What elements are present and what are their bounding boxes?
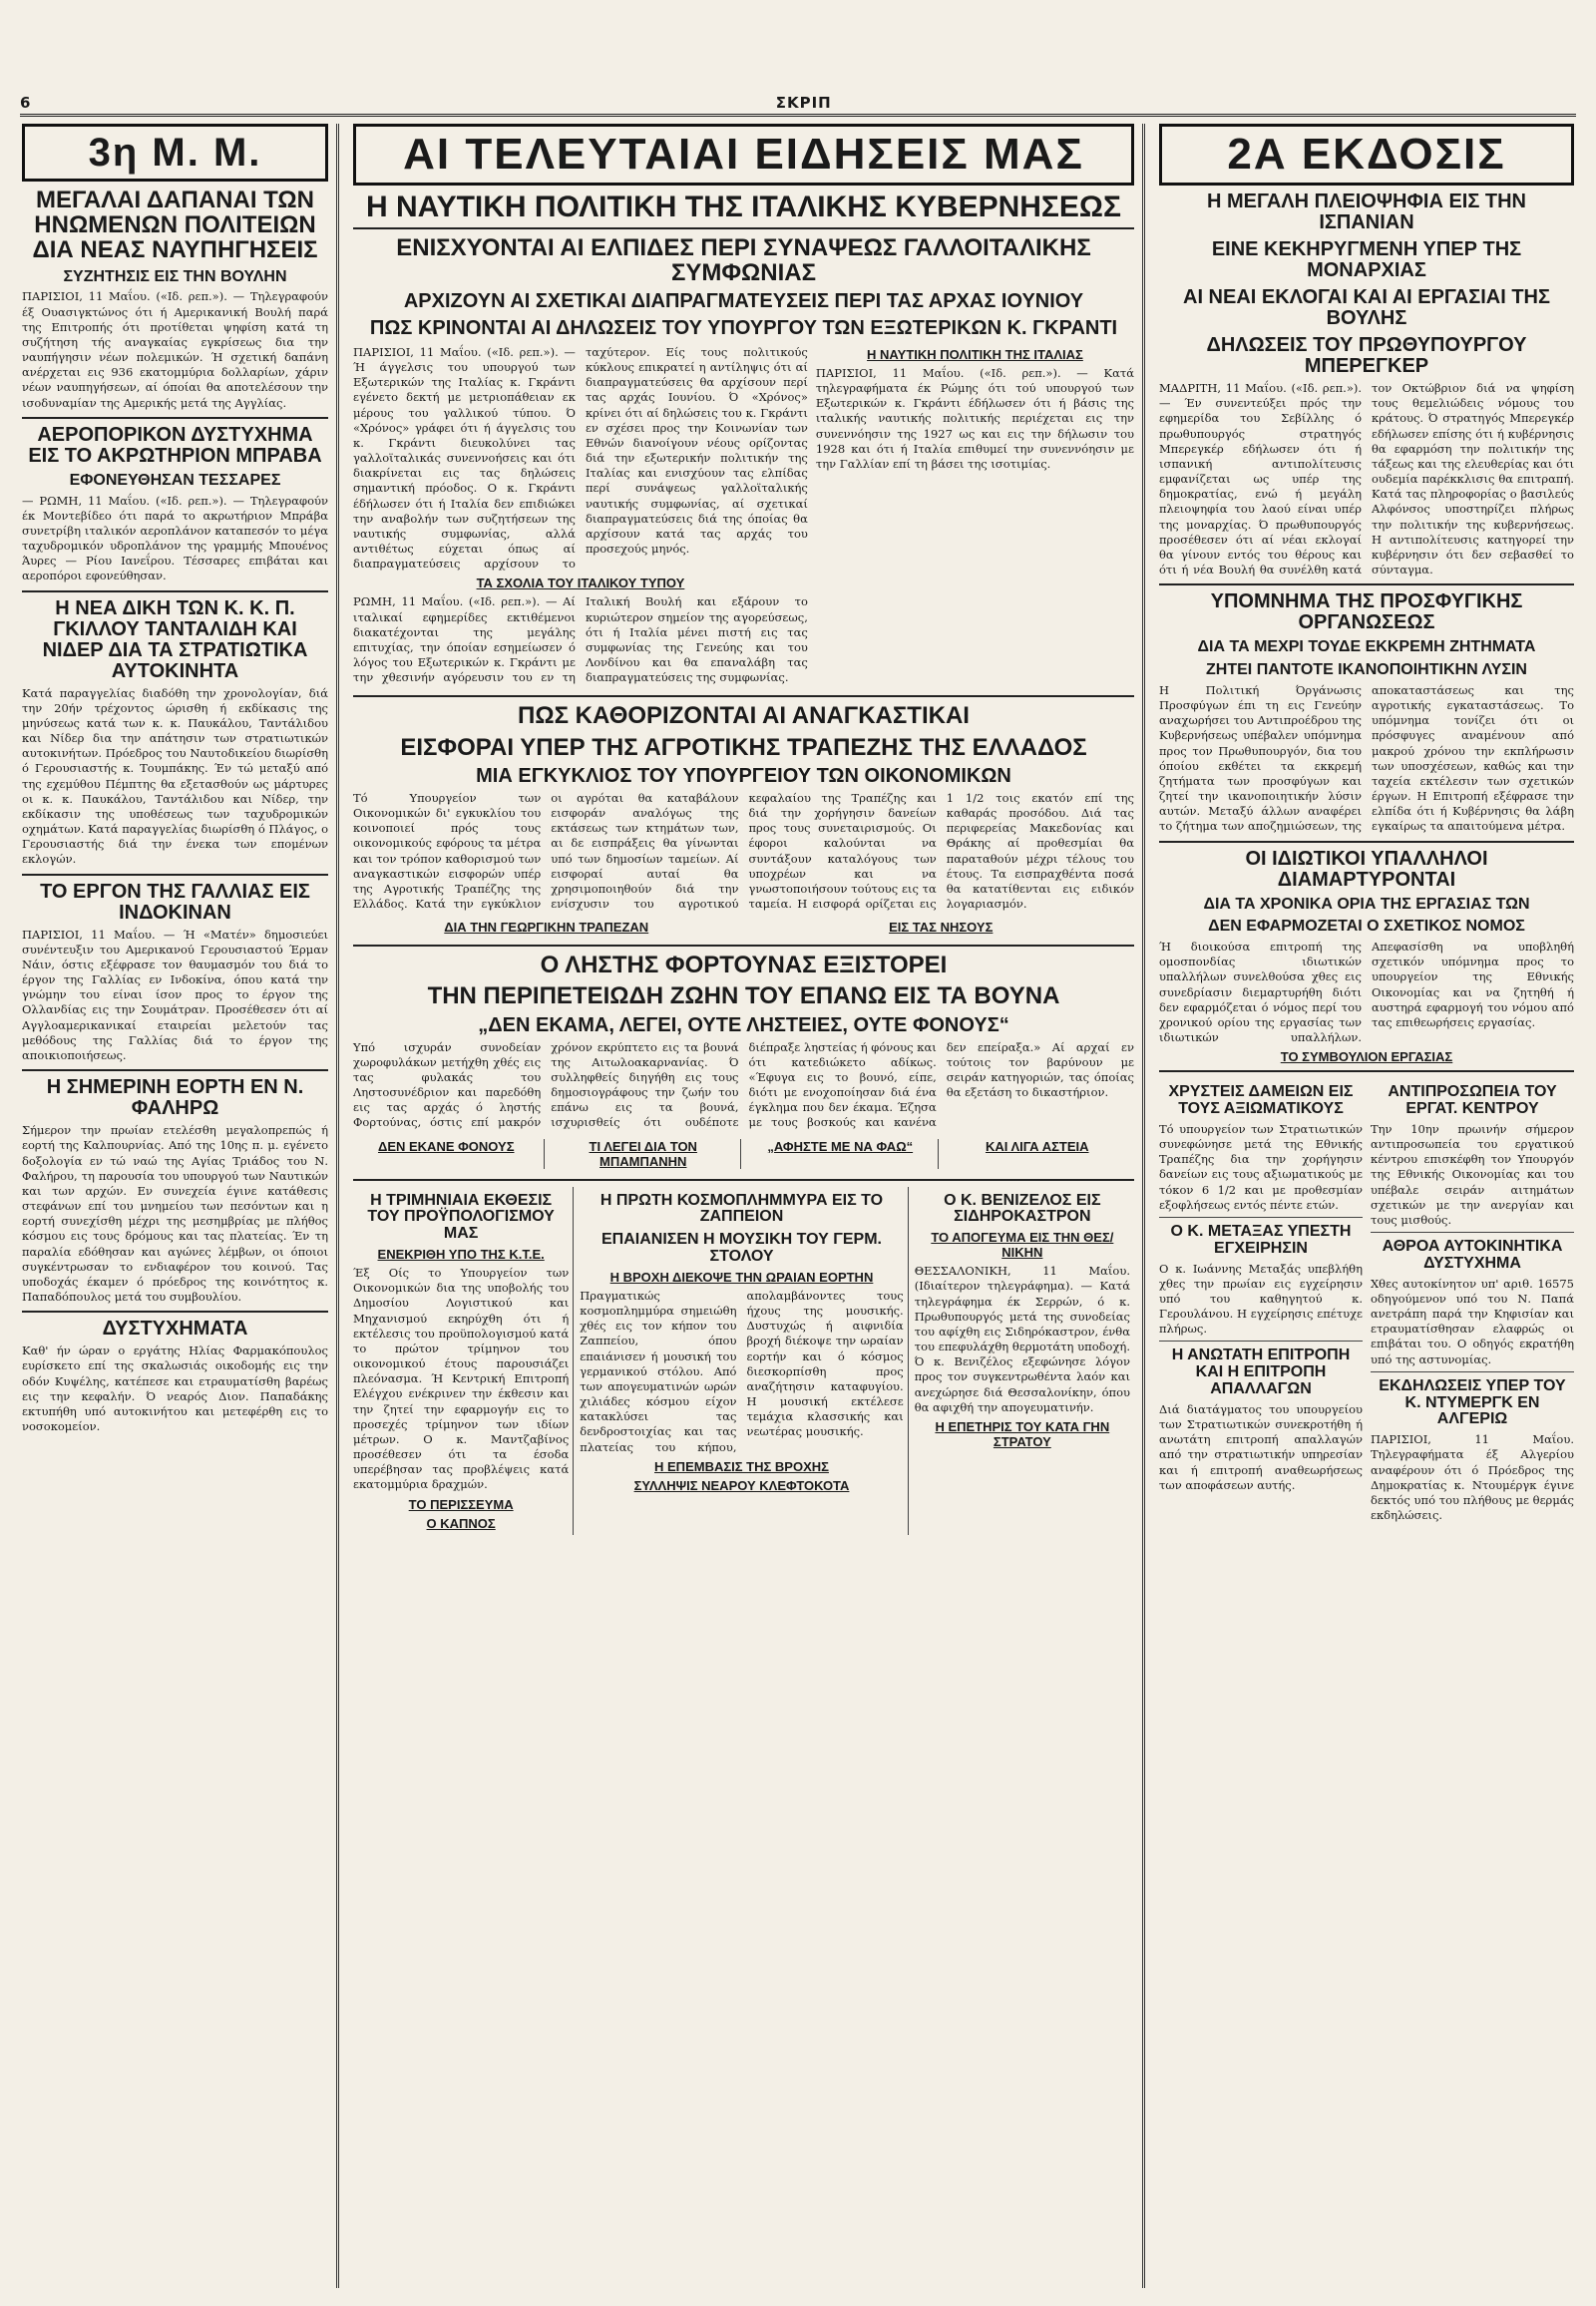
lead-story-area bbox=[353, 343, 1134, 690]
subhead-about-babanis: ΤΙ ΛΕΓΕΙ ΔΙΑ ΤΟΝ ΜΠΑΜΠΑΝΗΝ bbox=[551, 1139, 742, 1169]
headline-officer-loans: ΧΡΥΣΤΕΙΣ ΔΑΜΕΙΩΝ ΕΙΣ ΤΟΥΣ ΑΞΙΩΜΑΤΙΚΟΥΣ bbox=[1168, 1083, 1354, 1118]
subhead-italian-press: ΤΑ ΣΧΟΛΙΑ ΤΟΥ ΙΤΑΛΙΚΟΥ ΤΥΠΟΥ bbox=[476, 576, 685, 591]
subhead-arrest-thief: ΣΥΛΛΗΨΙΣ ΝΕΑΡΟΥ ΚΛΕΦΤΟΚΟΤΑ bbox=[633, 1477, 850, 1493]
deck-new-elections: ΑΙ ΝΕΑΙ ΕΚΛΟΓΑΙ ΚΑΙ ΑΙ ΕΡΓΑΣΙΑΙ ΤΗΣ ΒΟΥΛΗΣ bbox=[1183, 286, 1550, 329]
right-small-right bbox=[1371, 1078, 1574, 1527]
subhead-tobacco: Ο ΚΑΠΝΟΣ bbox=[426, 1515, 496, 1531]
deck-berenguer: ΔΗΛΩΣΕΙΣ ΤΟΥ ΠΡΩΘΥΠΟΥΡΓΟΥ ΜΠΕΡΕΓΚΕΡ bbox=[1206, 334, 1527, 377]
subhead-bandit-life: ΤΗΝ ΠΕΡΙΠΕΤΕΙΩΔΗ ΖΩΗΝ ΤΟΥ ΕΠΑΝΩ ΕΙΣ ΤΑ ΒΟΥΝΑ bbox=[427, 982, 1060, 1010]
latest-news-banner: ΑΙ ΤΕΛΕΥΤΑΙΑΙ ΕΙΔΗΣΕΙΣ ΜΑΣ bbox=[353, 124, 1134, 186]
masthead bbox=[20, 92, 1576, 117]
subhead-let-me-eat: „ΑΦΗΣΤΕ ΜΕ ΝΑ ΦΑΩ“ bbox=[747, 1139, 939, 1169]
headline-accidents: ΔΥΣΤΥΧΗΜΑΤΑ bbox=[102, 1318, 248, 1341]
headline-us-naval-spending: ΜΕΓΑΛΑΙ ΔΑΠΑΝΑΙ ΤΩΝ ΗΝΩΜΕΝΩΝ ΠΟΛΙΤΕΙΩΝ ΔΙΑ ΝΕΑΣ ΝΑΥΠΗΓΗΣΕΙΣ bbox=[32, 187, 318, 264]
page-number: 6 bbox=[20, 94, 32, 112]
divider bbox=[22, 1069, 328, 1071]
divider bbox=[1159, 583, 1574, 585]
headline-italian-naval-policy: Η ΝΑΥΤΙΚΗ ΠΟΛΙΤΙΚΗ ΤΗΣ ΙΤΑΛΙΚΗΣ ΚΥΒΕΡΝΗΣΕΩΣ bbox=[353, 192, 1134, 229]
divider bbox=[1371, 1232, 1574, 1233]
divider bbox=[22, 590, 328, 592]
article-refugee-memo: Η Πολιτική Όργάνωσις Προσφύγων έπι τη εις Γενεύην αναχωρήσει του Αντιπροέδρου της Κυβερνήσεως υπέβαλεν υπόμνημα προς τον Πρωθυπουργόν, δια του όποίου εκθέτει τα εκκρεμή ζητήματα των προσφύγων και ζητεί την ικανοποιητικήν λύσιν αυτών. Μεταξύ άλλων αναφέρει το ζήτημα των αποζημιώσεων, της αποκαταστάσεως και της αγροτικής εγκαταστάσεως. Το υπόμνημα τονίζει ότι οι πρόσφυγες αναμένουν από μακρού χρόνου την εκπλήρωσιν των υποσχέσεων, καθώς και την ταχεία εκτέλεσιν των σχετικών έργων. Η Επιτροπή εξέφρασε την ελπίδα ότι ή Κυβέρνησις θα λάβη εγκαίρως τα απαιτούμενα μέτρα. bbox=[1159, 682, 1574, 834]
column-right bbox=[1151, 124, 1574, 2288]
subhead-work-hours: ΔΙΑ ΤΑ ΧΡΟΝΙΚΑ ΟΡΙΑ ΤΗΣ ΕΡΓΑΣΙΑΣ ΤΩΝ bbox=[1203, 895, 1530, 913]
story-budget bbox=[353, 1187, 574, 1535]
article-new-trial: Κατά παραγγελίας διαδόθη την χρονολογίαν, διά την 20ήν τρέχοντος ώρισθη ή εκδίκασις της μηνύσεως κατά των κ. κ. Παυκάλου, Ταντάλιδου και Νίδερ δια την απάτησιν των στρατιωτικών αυτοκινήτων. Πρόεδρος του Ναυτοδικείου διωρίσθη ό Γερουσιαστής κ. Τουμπάκης. Έν τώ μεταξύ από της εχεμύθου Πέμπτης θα εξετασθούν ως μάρτυρες οι κ. κ. Παυκάλου, Ταντάλιδου και Νίδερ, την εκδίκασιν της υποθέσεως των ταχυδρομικών οχημάτων. Κατά παραγγελίας διωρίσθη ό Πλάγος, ο Γερουσιαστής διά την ένεκα των επομένων εκλογών. bbox=[22, 685, 328, 867]
article-us-naval-spending: ΠΑΡΙΣΙΟΙ, 11 Μαΐου. («Ιδ. ρεπ.»). — Τηλεγραφούν έξ Ουασιγκτώνος ότι ή Αμερικανική Βουλή παρά της Επιτροπής ότι προτίθεται ψηφίση κατά τη συζήτηση τής αναγκαίας εγκρίσεως δια την ναυπήγησιν νέων πολεμικών. Ή σχετική δαπάνη ανέρχεται εις 936 εκατομμύρια δολλαρίων, χάριν νέων ναυπηγήσεων, αί όποίαι θα αποτελέσουν την ισοδυναμίαν της Αμερικής μετά της Αγγλίας. bbox=[22, 289, 328, 410]
deck-bandit-quote: „ΔΕΝ ΕΚΑΜΑ, ΛΕΓΕΙ, ΟΥΤΕ ΛΗΣΤΕΙΕΣ, ΟΥΤΕ ΦΟΝΟΥΣ“ bbox=[478, 1013, 1009, 1036]
divider bbox=[22, 417, 328, 419]
headline-spain-majority: Η ΜΕΓΑΛΗ ΠΛΕΙΟΨΗΦΙΑ ΕΙΣ ΤΗΝ ΙΣΠΑΝΙΑΝ bbox=[1206, 191, 1527, 233]
deck-law-not-applied: ΔΕΝ ΕΦΑΡΜΟΖΕΤΑΙ Ο ΣΧΕΤΙΚΟΣ ΝΟΜΟΣ bbox=[1208, 918, 1525, 936]
article-accidents: Καθ' ήν ώραν ο εργάτης Ηλίας Φαρμακόπουλος ευρίσκετο επί της σκαλωσιάς οικοδομής εις την οδόν Κυψέλης, κατέπεσε και ετραυματίσθη βαρέως εις την κεφαλήν. Ό νεαρός Διον. Παπαδάκης εκτυπήθη υπό αυτοκινήτου και μετεφέρθη εις το νοσοκομείον. bbox=[22, 1344, 328, 1434]
column-left bbox=[22, 124, 339, 2288]
headline-france-indochina: ΤΟ ΕΡΓΟΝ ΤΗΣ ΓΑΛΛΙΑΣ ΕΙΣ ΙΝΔΟΚΙΝΑΝ bbox=[40, 880, 310, 924]
headline-labour-delegation: ΑΝΤΙΠΡΟΣΩΠΕΙΑ ΤΟΥ ΕΡΓΑΤ. ΚΕΝΤΡΟΥ bbox=[1388, 1083, 1557, 1118]
article-italy-naval: ΠΑΡΙΣΙΟΙ, 11 Μαΐου. («Ιδ. ρεπ.»). — Κατά τηλεγραφήματα έκ Ρώμης ότι τού υπουργού των Εξωτερικών κ. Γκράντι έδήλωσεν ότι ή βάσις της ιταλικής ναυτικής πολιτικής περιέχεται εις την συνεννόησιν της 1927 ως και εις την δήλωσιν του 1928 και ότι ή Ιταλία επιθυμεί την συνεννόησιν με την Γαλλίαν επί τη βάσει της ισοτιμίας. bbox=[815, 365, 1134, 471]
headline-car-accident: ΑΘΡΟΑ ΑΥΤΟΚΙΝΗΤΙΚΑ ΔΥΣΤΥΧΗΜΑ bbox=[1382, 1238, 1563, 1272]
headline-private-employees: ΟΙ ΙΔΙΩΤΙΚΟΙ ΥΠΑΛΛΗΛΟΙ ΔΙΑΜΑΡΤΥΡΟΝΤΑΙ bbox=[1245, 847, 1488, 891]
divider bbox=[1371, 1371, 1574, 1372]
headline-metaxas-surgery: Ο Κ. ΜΕΤΑΞΑΣ ΥΠΕΣΤΗ ΕΓΧΕΙΡΗΣΙΝ bbox=[1170, 1222, 1352, 1257]
lead-story-left bbox=[353, 343, 808, 690]
subhead-pending-issues: ΔΙΑ ΤΑ ΜΕΧΡΙ ΤΟΥΔΕ ΕΚΚΡΕΜΗ ΖΗΤΗΜΑΤΑ bbox=[1197, 638, 1536, 656]
headline-zappeion: Η ΠΡΩΤΗ ΚΟΣΜΟΠΛΗΜΜΥΡΑ ΕΙΣ ΤΟ ΖΑΠΠΕΙΟΝ bbox=[599, 1191, 884, 1226]
bandit-subsections bbox=[353, 1135, 1134, 1173]
subhead-surplus: ΤΟ ΠΕΡΙΣΣΕΥΜΑ bbox=[408, 1496, 514, 1512]
divider bbox=[353, 695, 1134, 697]
subhead-agri-bank-note: ΔΙΑ ΤΗΝ ΓΕΩΡΓΙΚΗΝ ΤΡΑΠΕΖΑΝ bbox=[444, 920, 649, 936]
headline-venizelos: Ο Κ. ΒΕΝΙΖΕΛΟΣ ΕΙΣ ΣΙΔΗΡΟΚΑΣΤΡΟΝ bbox=[944, 1191, 1101, 1226]
lead-story-right bbox=[816, 343, 1134, 690]
article-metaxas-surgery: Ο κ. Ιωάννης Μεταξάς υπεβλήθη χθες την πρωίαν εις εγχείρησιν υπό του καθηγητού κ. Γερουλάνου. Η εγχείρησις επέτυχε πλήρως. bbox=[1159, 1261, 1363, 1337]
article-faliro-feast: Σήμερον την πρωίαν ετελέσθη μεγαλοπρεπώς ή εορτή της Καλπουρνίας. Από της 10ης π. μ. εγένετο δοξολογία εν τώ ναώ της Αγίας Τριάδος του Ν. Φαλήρου, τη παρουσία του υπουργού των Ναυτικών και των αρχών. Εν συνεχεία έγινε κατάθεσις στεφάνων επί του μνημείου των πεσόντων και η εορτή συνεχίσθη μέχρι της μεσημβρίας με πλήθος κόσμου εις τους δρόμους και τας πλατείας. Έν τη παραλία εδόθησαν και αγώνες λέμβων, οι όποιοι συγκέντρωσαν το ενδιαφέρον του κοινού. Τας υποδοχάς έκαμεν ό πρόεδρος της κοινότητος κ. Παπαδόπουλος μετά του συμβουλίου. bbox=[22, 1123, 328, 1305]
headline-refugee-memo: ΥΠΟΜΝΗΜΑ ΤΗΣ ΠΡΟΣΦΥΓΙΚΗΣ ΟΡΓΑΝΩΣΕΩΣ bbox=[1210, 590, 1523, 634]
subhead-budget-approved: ΕΝΕΚΡΙΘΗ ΥΠΟ ΤΗΣ Κ.Τ.Ε. bbox=[377, 1247, 545, 1263]
subhead-army-anniversary: Η ΕΠΕΤΗΡΙΣ ΤΟΥ ΚΑΤΑ ΓΗΝ ΣΤΡΑΤΟΥ bbox=[935, 1418, 1110, 1449]
deck-satisfactory-solution: ΖΗΤΕΙ ΠΑΝΤΟΤΕ ΙΚΑΝΟΠΟΙΗΤΙΚΗΝ ΛΥΣΙΝ bbox=[1206, 661, 1527, 679]
second-edition-banner: 2Α ΕΚΔΟΣΙΣ bbox=[1159, 124, 1574, 186]
masthead-title: ΣΚΡΙΠ bbox=[775, 94, 832, 112]
article-air-accident: — ΡΩΜΗ, 11 Μαΐου. («Ιδ. ρεπ.»). — Τηλεγραφούν έκ Μοντεβίδεο ότι παρά το ακρωτήριον Μπράβα συνετρίβη ιταλικόν αεροπλάνον καταπεσόν το μέγα ταχυδρομικόν υδροπλάνον της γραμμής Μπουένος Άυρες — Ρίου Ιανεΐρου. Τέσσαρες επιβάται και αεροπόροι εφονεύθησαν. bbox=[22, 493, 328, 583]
article-france-indochina: ΠΑΡΙΣΙΟΙ, 11 Μαΐου. — Ή «Ματέν» δημοσιεύει συνέντευξιν του Αμερικανού Γερουσιαστού Έρμαν Νάιν, όστις εξέφρασε τον θαυμασμόν του διά το έργον της Γαλλίας εν Ινδοκίνα, όπου κατά την γνώμην του είναι ίσον προς το έργον της Ολλανδίας εις την Σουμάτραν. Προσέθεσεν ότι αί Αγγλοαμερικανικαί εταιρείαι μελετούν τας μεθόδους της Γαλλίας διά το έργον της αποικιοποιήσεως. bbox=[22, 927, 328, 1062]
right-small-stories bbox=[1159, 1078, 1574, 1527]
deck-negotiations-june: ΑΡΧΙΖΟΥΝ ΑΙ ΣΧΕΤΙΚΑΙ ΔΙΑΠΡΑΓΜΑΤΕΥΣΕΙΣ ΠΕΡΙ ΤΑΣ ΑΡΧΑΣ ΙΟΥΝΙΟΥ bbox=[403, 289, 1084, 312]
story-venizelos bbox=[915, 1187, 1134, 1535]
article-zappeion: Πραγματικώς κοσμοπλημμύρα σημειώθη χθές εις τον κήπον του Ζαππείου, όπου επαιάνισεν ή μουσική του γερμανικού στόλου. Από των απογευματινών ωρών χιλιάδες κόσμου είχον κατακλύσει τας δενδροστοιχίας και τας πλατείας του κήπου, απολαμβάνοντες τους ήχους της μουσικής. Δυστυχώς ή αιφνιδία βροχή διέκοψε την ωραίαν εορτήν και ό κόσμος διεσκορπίσθη προς αναζήτησιν καταφυγίου. Η μουσική εκτέλεσε τεμάχια κλασσικής και νεωτέρας μουσικής. bbox=[580, 1288, 904, 1454]
article-budget: Έξ Οίς το Υπουργείον των Οικονομικών δια της υποβολής του Δημοσίου Λογιστικού και Μηχανισμού εκηρύχθη ότι ή εκτέλεσις του προϋπολογισμού κατά το πρώτον τρίμηνον του οικονομικού έτους παρουσιάζει πλεόνασμα. Ή Κεντρική Επιτροπή Ελέγχου ενέκρινεν την έκθεσιν και την ζητεί την εφαρμογήν εις το προσεχές τρίμηνον των ιδίων μέτρων. Ο κ. Μαντζαβίνος προσέθεσεν ότι τα έσοδα υπερέβησαν τας προβλέψεις κατά εκατομμύρια δραχμών. bbox=[353, 1266, 570, 1492]
article-spain: ΜΑΔΡΙΤΗ, 11 Μαΐου. («Ιδ. ρεπ.»). — Έν συνεντεύξει πρός την εφημερίδα του Σεβίλλης ό πρωθυπουργός στρατηγός Μπερεγκέρ εδήλωσεν ότι ή ισπανική αντιπολίτευσις εμφανίζεται ως υπέρ της δημοκρατίας, ενώ ή μεγάλη πλειοψηφία του λαού είναι υπέρ της μοναρχίας. Ό πρωθυπουργός προσέθεσεν ότι αί νέαι εκλογαί θα γίνουν εντός του θέρους και ότι ή νέα Βουλή θα συνέλθη κατά τον Οκτώβριον διά να ψηφίση τους θεμελιώδεις νόμους του κράτους. Ό στρατηγός Μπερεγκέρ εδήλωσεν επίσης ότι ή κυβέρνησις θα εφαρμόση την πολιτικήν της τάξεως και της ελευθερίας και ότι ουδεμία παρέκκλισις θα επιτραπή. Κατά τας πληροφορίας ο βασιλεύς Αλφόνσος υποστηρίζει πλήρως την πολιτικήν της κυβερνήσεως. Η αντιπολίτευσις κατηγορεί την κυβέρνησιν ότι δεν σεβασθεί το σύνταγμα. bbox=[1159, 381, 1574, 577]
headline-bandit-fortounas: Ο ΛΗΣΤΗΣ ΦΟΡΤΟΥΝΑΣ ΕΞΙΣΤΟΡΕΙ bbox=[540, 952, 948, 979]
deck-finance-circular: ΜΙΑ ΕΓΚΥΚΛΙΟΣ ΤΟΥ ΥΠΟΥΡΓΕΙΟΥ ΤΩΝ ΟΙΚΟΝΟΜΙΚΩΝ bbox=[476, 764, 1011, 787]
deck-grandi-statements: ΠΩΣ ΚΡΙΝΟΝΤΑΙ ΑΙ ΔΗΛΩΣΕΙΣ ΤΟΥ ΥΠΟΥΡΓΟΥ ΤΩΝ ΕΞΩΤΕΡΙΚΩΝ Κ. ΓΚΡΑΝΤΙ bbox=[369, 316, 1118, 339]
article-private-employees: Ή διοικούσα επιτροπή της ομοσπονδίας ιδιωτικών υπαλλήλων συνελθούσα χθες εις συνεδρίασιν διεμαρτυρήθη διότι δεν εφαρμόζεται ό νόμος περί του χρονικού ορίου της εργασίας των ιδιωτικών υπαλλήλων. Απεφασίσθη να υποβληθή σχετικόν υπόμνημα προς το υπουργείον της Εθνικής Οικονομίας και να ζητηθή ή αυστηρά εφαρμογή του νόμου από τας επιθεωρήσεις εργασίας. bbox=[1159, 940, 1574, 1045]
deck-rain: Η ΒΡΟΧΗ ΔΙΕΚΟΨΕ ΤΗΝ ΩΡΑΙΑΝ ΕΟΡΤΗΝ bbox=[609, 1269, 874, 1285]
article-bandit: Υπό ισχυράν συνοδείαν χωροφυλάκων μετήχθη χθές εις τας φυλακάς του Ληστοσυνέδριον και παρεδόθη εις τας αρχάς ό ληστής Φορτούνας, όστις επί μακρόν χρόνον εκρύπτετο εις τα βουνά της Αιτωλοακαρνανίας. Ό συλληφθείς διηγήθη εις τους δημοσιογράφους την ζωήν του επάνω εις τα βουνά, ισχυρισθείς ότι ουδέποτε διέπραξε ληστείας ή φόνους και ότι κατεδιώκετο αδίκως. «Έφυγα εις το βουνό, είπε, διότι με ενοχοποίησαν διά ένα έγκλημα που δεν έκαμα. Έζησα με τους βοσκούς και κανένα δεν επείραξα.» Αί αρχαί εν τούτοις τον βαρύνουν με σειράν κατηγοριών, τας όποίας θα εξετάση το δικαστήριον. bbox=[353, 1039, 1134, 1130]
subhead-thessaloniki: ΤΟ ΑΠΟΓΕΥΜΑ ΕΙΣ ΤΗΝ ΘΕΣ/ΝΙΚΗΝ bbox=[931, 1230, 1114, 1261]
article-exemption-committee: Διά διατάγματος του υπουργείου των Στρατιωτικών συνεκροτήθη ή ανωτάτη επιτροπή απαλλαγών από την στρατιωτικήν υπηρεσίαν και ή επιτροπή αναθεωρήσεως των αποφάσεων αυτής. bbox=[1159, 1401, 1363, 1492]
headline-new-trial: Η ΝΕΑ ΔΙΚΗ ΤΩΝ Κ. Κ. Π. ΓΚΙΛΛΟΥ ΤΑΝΤΑΛΙΔΗ ΚΑΙ ΝΙΔΕΡ ΔΙΑ ΤΑ ΣΤΡΑΤΙΩΤΙΚΑ ΑΥΤΟΚΙΝΗΤΑ bbox=[42, 596, 308, 682]
divider bbox=[353, 1179, 1134, 1181]
divider bbox=[1159, 1341, 1363, 1342]
headline-doumergue-algeria: ΕΚΔΗΛΩΣΕΙΣ ΥΠΕΡ ΤΟΥ Κ. ΝΤΥΜΕΡΓΚ ΕΝ ΑΛΓΕΡΙΩ bbox=[1379, 1376, 1566, 1428]
subhead-german-navy-band: ΕΠΑΙΑΝΙΣΕΝ Η ΜΟΥΣΙΚΗ ΤΟΥ ΓΕΡΜ. ΣΤΟΛΟΥ bbox=[600, 1231, 882, 1266]
subhead-agricultural-bank: ΕΙΣΦΟΡΑΙ ΥΠΕΡ ΤΗΣ ΑΓΡΟΤΙΚΗΣ ΤΡΑΠΕΖΗΣ ΤΗΣ ΕΛΛΑΔΟΣ bbox=[400, 733, 1087, 761]
article-italian-press: ΡΩΜΗ, 11 Μαΐου. («Ιδ. ρεπ.»). — Αί ιταλικαί εφημερίδες εκτιθέμενοι διακατέχονται της μεγάλης επιτυχίας, την όποίαν εσημείωσεν ό λόγος του Εξωτερικών κ. Γκράντι με την χθεσινήν αγόρευσιν του εν τη Ιταλική Βουλή και εξάρουν το κυριώτερον σημείον της αγορεύσεως, ότι ή Ιταλία μένει πιστή εις τας συμφωνίας της Γενεύης και του Λονδίνου και θα επαναλάβη τας διαπραγματεύσεις της συμφωνίας. bbox=[353, 594, 808, 685]
subhead-jokes: ΚΑΙ ΛΙΓΑ ΑΣΤΕΙΑ bbox=[985, 1138, 1089, 1154]
column-center bbox=[345, 124, 1145, 2288]
subhead-rain-intervention: Η ΕΠΕΜΒΑΣΙΣ ΤΗΣ ΒΡΟΧΗΣ bbox=[654, 1458, 829, 1474]
divider bbox=[1159, 841, 1574, 843]
divider bbox=[353, 945, 1134, 947]
subhead-islands: ΕΙΣ ΤΑΣ ΝΗΣΟΥΣ bbox=[889, 920, 994, 936]
subhead-franco-italian-agreement: ΕΝΙΣΧΥΟΝΤΑΙ ΑΙ ΕΛΠΙΔΕΣ ΠΕΡΙ ΣΥΝΑΨΕΩΣ ΓΑΛΛΟΙΤΑΛΙΚΗΣ ΣΥΜΦΩΝΙΑΣ bbox=[396, 233, 1091, 286]
article-car-accident: Χθες αυτοκίνητον υπ' αριθ. 16575 οδηγούμενον υπό του Ν. Παπά ανετράπη παρά την Κηφισίαν και ετραυματίσθησαν ελαφρώς οι επιβάται του. Ο οδηγός εκρατήθη υπό της αστυνομίας. bbox=[1371, 1276, 1574, 1366]
divider bbox=[22, 1311, 328, 1313]
article-venizelos: ΘΕΣΣΑΛΟΝΙΚΗ, 11 Μαΐου. (Ιδιαίτερον τηλεγράφημα). — Κατά τηλεγράφημα έκ Σερρών, ό κ. Πρωθυπουργός μετά της συνοδείας του αφίχθη εις Σιδηρόκαστρον, ένθα του επεφυλάχθη θερμοτάτη υποδοχή. Ό κ. Βενιζέλος εξεφώνησε λόγον προς τον συγκεντρωθέντα λαόν και ανεχώρησε διά Θεσσαλονίκην, όπου θα αφιχθή την απογευματινήν. bbox=[914, 1264, 1130, 1414]
right-small-left bbox=[1159, 1078, 1363, 1527]
article-officer-loans: Τό υπουργείον των Στρατιωτικών συνεφώνησε μετά της Εθνικής Τραπέζης δια την χορήγησιν δανείων εις τους αξιωματικούς με τόκον 6 1/2 και με προθεσμίαν εξοφλήσεως εντός πέντε ετών. bbox=[1159, 1121, 1363, 1212]
subhead-monarchy: ΕΙΝΕ ΚΕΚΗΡΥΓΜΕΝΗ ΥΠΕΡ ΤΗΣ ΜΟΝΑΡΧΙΑΣ bbox=[1211, 238, 1522, 281]
article-agricultural-bank: Τό Υπουργείον των Οικονομικών δι' εγκυκλίου του κοινοποιεί πρός τους οικονομικούς εφόρους τα μέτρα και τον τρόπον καθορισμού των αναγκαστικών εισφορών υπέρ της Αγροτικής Τραπέζης της Ελλάδος. Κατά την εγκύκλιον οι αγρόται θα καταβάλουν εισφοράν αναλόγως της εκτάσεως των κτημάτων των, αι δε εισπράξεις θα γίνωνται υπό των δημοσίων ταμείων. Αί εισφοραί αυταί θα χρησιμοποιηθούν διά την ενίσχυσιν του αγροτικού κεφαλαίου της Τραπέζης και διά την χορήγησιν δανείων προς τους συνεταιρισμούς. Οι έφοροι καλούνται να συντάξουν καταλόγους των υποχρέων και να γνωστοποιήσουν τούτους εις τα ταμεία. Η εισφορά ορίζεται εις 1 1/2 τοις εκατόν επί της καθαράς προσόδου. Διά τας περιφερείας Μακεδονίας και Θράκης αί προθεσμίαι θα παραταθούν μέχρι τέλους του έτους. Τα εισπραχθέντα ποσά θα κατατίθενται εις ειδικόν λογαριασμόν. bbox=[353, 790, 1134, 912]
agri-subsections bbox=[353, 916, 1134, 939]
headline-budget-report: Η ΤΡΙΜΗΝΙΑΙΑ ΕΚΘΕΣΙΣ ΤΟΥ ΠΡΟΫΠΟΛΟΓΙΣΜΟΥ ΜΑΣ bbox=[367, 1191, 555, 1243]
divider bbox=[1159, 1070, 1574, 1072]
subhead-no-murders: ΔΕΝ ΕΚΑΝΕ ΦΟΝΟΥΣ bbox=[353, 1139, 545, 1169]
divider bbox=[22, 874, 328, 876]
subhead-us-naval-spending: ΣΥΖΗΤΗΣΙΣ ΕΙΣ ΤΗΝ ΒΟΥΛΗΝ bbox=[63, 267, 287, 285]
headline-air-accident: ΑΕΡΟΠΟΡΙΚΟΝ ΔΥΣΤΥΧΗΜΑ ΕΙΣ ΤΟ ΑΚΡΩΤΗΡΙΟΝ ΜΠΡΑΒΑ bbox=[28, 423, 322, 467]
subhead-italy-naval: Η ΝΑΥΤΙΚΗ ΠΟΛΙΤΙΚΗ ΤΗΣ ΙΤΑΛΙΑΣ bbox=[867, 346, 1083, 362]
bottom-stories bbox=[353, 1187, 1134, 1535]
headline-exemption-committee: Η ΑΝΩΤΑΤΗ ΕΠΙΤΡΟΠΗ ΚΑΙ Η ΕΠΙΤΡΟΠΗ ΑΠΑΛΛΑΓΩΝ bbox=[1171, 1346, 1351, 1398]
headline-compulsory-contributions: ΠΩΣ ΚΑΘΟΡΙΖΟΝΤΑΙ ΑΙ ΑΝΑΓΚΑΣΤΙΚΑΙ bbox=[518, 702, 970, 730]
article-labour-delegation: Την 10ην πρωινήν σήμερον αντιπροσωπεία του εργατικού κέντρου επισκέφθη τον Υπουργόν της Εθνικής Οικονομίας και του υπέβαλε σειράν αιτημάτων σχετικών με την ανεργίαν και τους μισθούς. bbox=[1371, 1121, 1574, 1227]
article-doumergue-algeria: ΠΑΡΙΣΙΟΙ, 11 Μαΐου. Τηλεγραφήματα έξ Αλγερίου αναφέρουν ότι ό Πρόεδρος της Δημοκρατίας κ. Ντουμέργκ έγινε δεκτός υπό του πλήθους με θερμάς εκδηλώσεις. bbox=[1371, 1432, 1574, 1523]
story-zappeion bbox=[580, 1187, 908, 1535]
article-italian-naval-policy: ΠΑΡΙΣΙΟΙ, 11 Μαΐου. («Ιδ. ρεπ.»). — Ή άγγελσις του υπουργού των Εξωτερικών της Ιταλίας κ. Γκράντι εγένετο δεκτή με μετριοπάθειαν εκ μέρους του γαλλικού τύπου. Ό «Χρόνος» γράφει ότι ή άγγελσις του κ. Γκράντι διευκολύνει τας γαλλοϊταλικάς συνεννοήσεις και ότι διακρίνεται εις τας δηλώσεις σημαντική πρόοδος. Ο κ. Γκράντι έδήλωσεν ότι ή Ιταλία δεν επιδιώκει την αναβολήν των συζητήσεων της ναυτικής συμφωνίας, αλλά αντιθέτως εύχεται όπως αί διαπραγματεύσεις αρχίσουν το ταχύτερον. Είς τους πολιτικούς κύκλους επικρατεί η αντίληψις ότι αί διαπραγματεύσεις θα αρχίσουν περί τας αρχάς Ιουνίου. Ό «Χρόνος» κρίνει ότι αί δηλώσεις του κ. Γκράντι εν σχέσει προς την Κοινωνίαν των Εθνών διανοίγουν νέους ορίζοντας διά την εξωτερικήν πολιτικήν της Ιταλίας και ενισχύουν τας ελπίδας περί συνάψεως γαλλοϊταλικής ναυτικής συμφωνίας, αί σχετικαί διαπραγματεύσεις διά της όποίας θα αρχίσουν κατά τας αρχάς του προσεχούς μηνός. bbox=[353, 344, 808, 572]
headline-faliro-feast: Η ΣΗΜΕΡΙΝΗ ΕΟΡΤΗ ΕΝ Ν. ΦΑΛΗΡΩ bbox=[46, 1076, 304, 1120]
edition-banner-3mm: 3η Μ. Μ. bbox=[22, 124, 328, 182]
subhead-labour-council: ΤΟ ΣΥΜΒΟΥΛΙΟΝ ΕΡΓΑΣΙΑΣ bbox=[1280, 1049, 1453, 1065]
subhead-air-accident: ΕΦΟΝΕΥΘΗΣΑΝ ΤΕΣΣΑΡΕΣ bbox=[69, 471, 281, 489]
divider bbox=[1159, 1217, 1363, 1218]
